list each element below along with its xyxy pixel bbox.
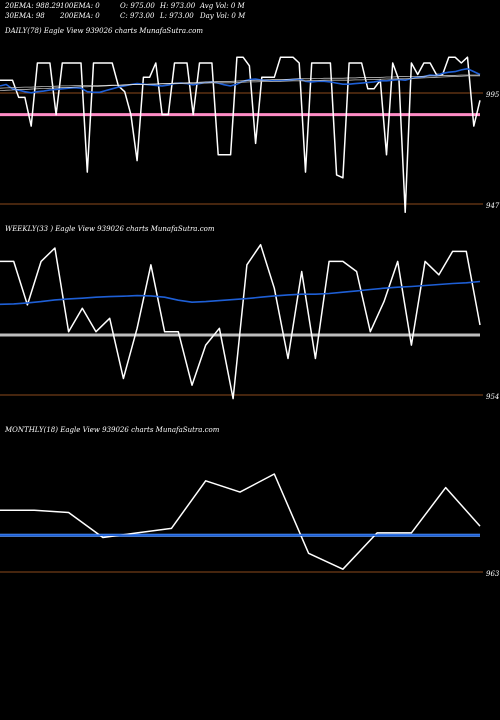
header-open: O: 975.00	[120, 2, 155, 10]
monthly-panel-title: MONTHLY(18) Eagle View 939026 charts MunafaSutra.com	[5, 426, 220, 434]
weekly-level-label: 954	[486, 393, 500, 401]
header-high: H: 973.00	[160, 2, 196, 10]
header-close: C: 973.00	[120, 12, 155, 20]
monthly-level-label: 963	[486, 570, 500, 578]
daily-level-label: 947	[486, 202, 500, 210]
daily-price-line	[0, 57, 480, 212]
header-ema100: 100EMA: 0	[60, 2, 100, 10]
header-avg-vol: Avg Vol: 0 M	[200, 2, 245, 10]
daily-level-label: 995	[486, 91, 500, 99]
weekly-panel-title: WEEKLY(33 ) Eagle View 939026 charts MunafaSutra.com	[5, 225, 215, 233]
header-day-vol: Day Vol: 0 M	[200, 12, 246, 20]
header-low: L: 973.00	[160, 12, 194, 20]
weekly-price-line	[0, 245, 480, 399]
daily-panel-title: DAILY(78) Eagle View 939026 charts MunafaSutra.com	[5, 27, 204, 35]
weekly-ema-line	[0, 282, 480, 305]
header-ema20: 20EMA: 988.29	[5, 2, 61, 10]
daily-ema_slow-line	[0, 76, 480, 88]
header-ema200: 200EMA: 0	[60, 12, 100, 20]
monthly-price-line	[0, 474, 480, 569]
header-ema30: 30EMA: 98	[5, 12, 45, 20]
